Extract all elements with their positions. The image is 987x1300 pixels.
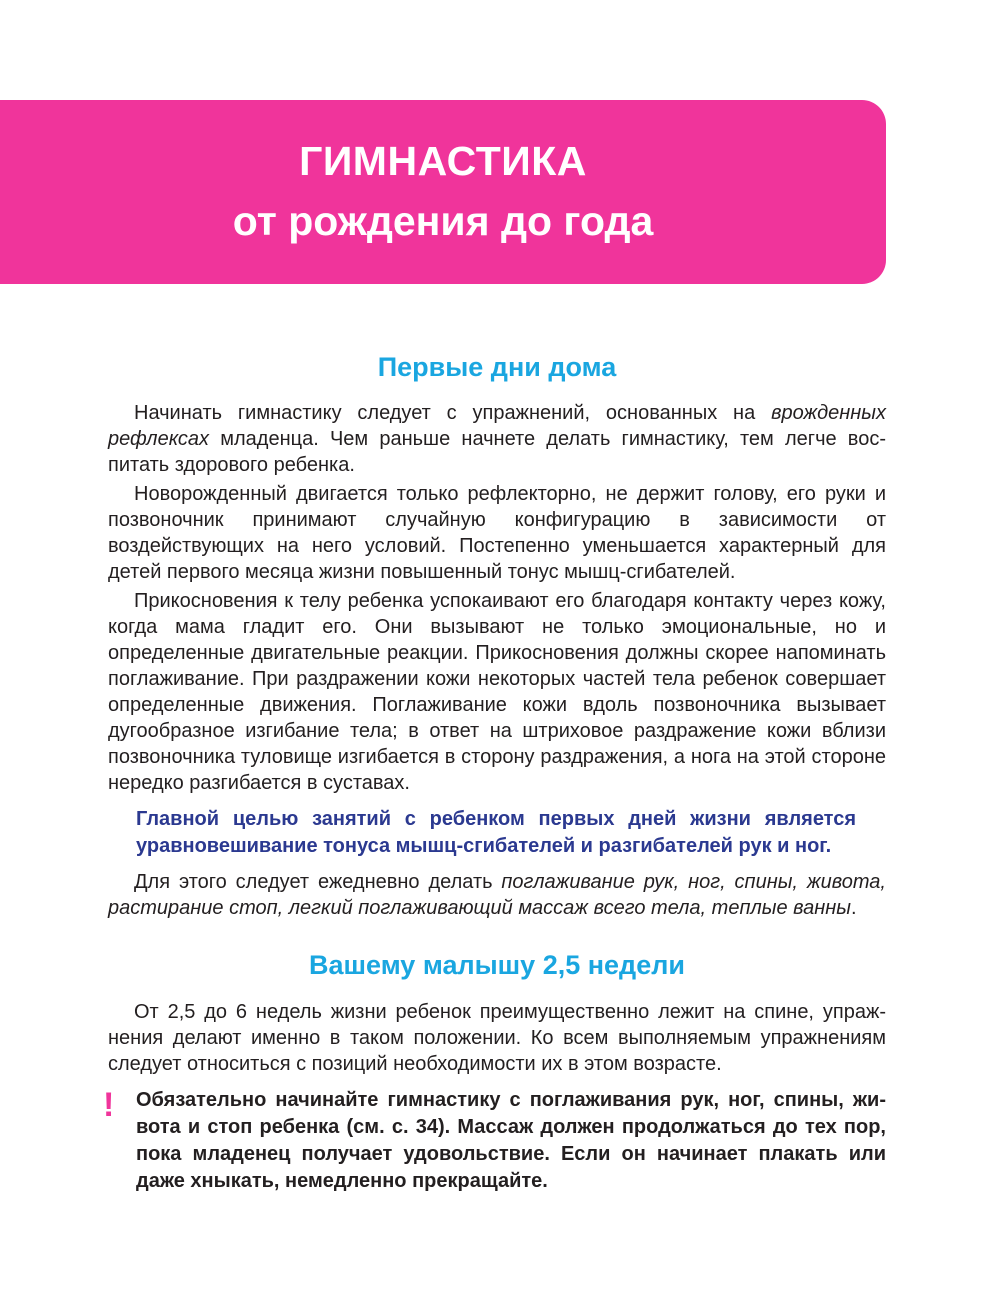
paragraph-intro-emphasis: врожденных рефлексах bbox=[108, 402, 886, 450]
paragraph-daily-end: . bbox=[850, 897, 857, 919]
warning-mark-icon: ! bbox=[103, 1086, 115, 1124]
paragraph-intro-lead: Начинать гимнастику следует с упражнений, основанных на bbox=[134, 402, 772, 424]
section-heading-two-weeks: Вашему малышу 2,5 недели bbox=[309, 950, 685, 980]
paragraph-daily-lead: Для этого следует ежедневно делать bbox=[134, 871, 502, 893]
paragraph-positions: От 2,5 до 6 недель жизни ребенок преимущественно лежит на спине, упражнения делают именно в таком положении. Ко всем выполняемым упражнениям следует относиться с позиций необходимости их в этом возрасте. bbox=[108, 1001, 886, 1075]
paragraph-newborn: Новорожденный двигается только рефлекторно, не держит голову, его руки и позвоночник принимают случайную конфигурацию в зависимости от воздействующих на него условий. Постепенно уменьшается характерный для детей первого месяца жизни повышенный тонус мышц-сгибателей. bbox=[108, 483, 886, 583]
page-title: ГИМНАСТИКА bbox=[299, 138, 587, 184]
paragraph-touch: Прикосновения к телу ребенка успокаивают его благодаря контакту через кожу, когда мама гладит его. Они вызывают не только эмоциональные, но и определенные двигательные реакции. Прикосновения должны скорее напоминать поглаживание. При раздражении кожи некоторых частей тела ребенок совершает определенные движения. Поглаживание кожи вдоль позвоночника вызывает дугообразное изгибание тела; в ответ на штриховое раздражение кожи вблизи позвоночника туловище изгибается в сторону раздражения, а нога на этой стороне нередко разгибается в суставах. bbox=[108, 590, 886, 794]
paragraph-daily-emphasis: поглаживание рук, ног, спины, живота, растирание стоп, легкий поглаживающий массаж всего тела, теплые ванны bbox=[108, 871, 886, 919]
highlight-goal: Главной целью занятий с ребенком первых дней жизни является уравновешивание тонуса мышц-сгибателей и разгибателей рук и ног. bbox=[136, 808, 856, 857]
title-banner bbox=[0, 100, 886, 284]
paragraph-daily bbox=[108, 869, 886, 921]
page-subtitle: от рождения до года bbox=[232, 198, 654, 244]
paragraph-intro-tail: младенца. Чем раньше начнете делать гимнастику, тем легче воспитать здорового ребенка. bbox=[108, 428, 886, 476]
section-heading-first-days: Первые дни дома bbox=[377, 352, 617, 382]
paragraph-intro bbox=[108, 400, 886, 478]
warning-note: Обязательно начинайте гимнастику с поглаживания рук, ног, спины, живота и стоп ребенка (см. с. 34). Массаж должен продолжаться до тех пор, пока младенец получает удовольствие. Если он начинает плакать или даже хныкать, немедленно прекращайте. bbox=[136, 1089, 886, 1192]
